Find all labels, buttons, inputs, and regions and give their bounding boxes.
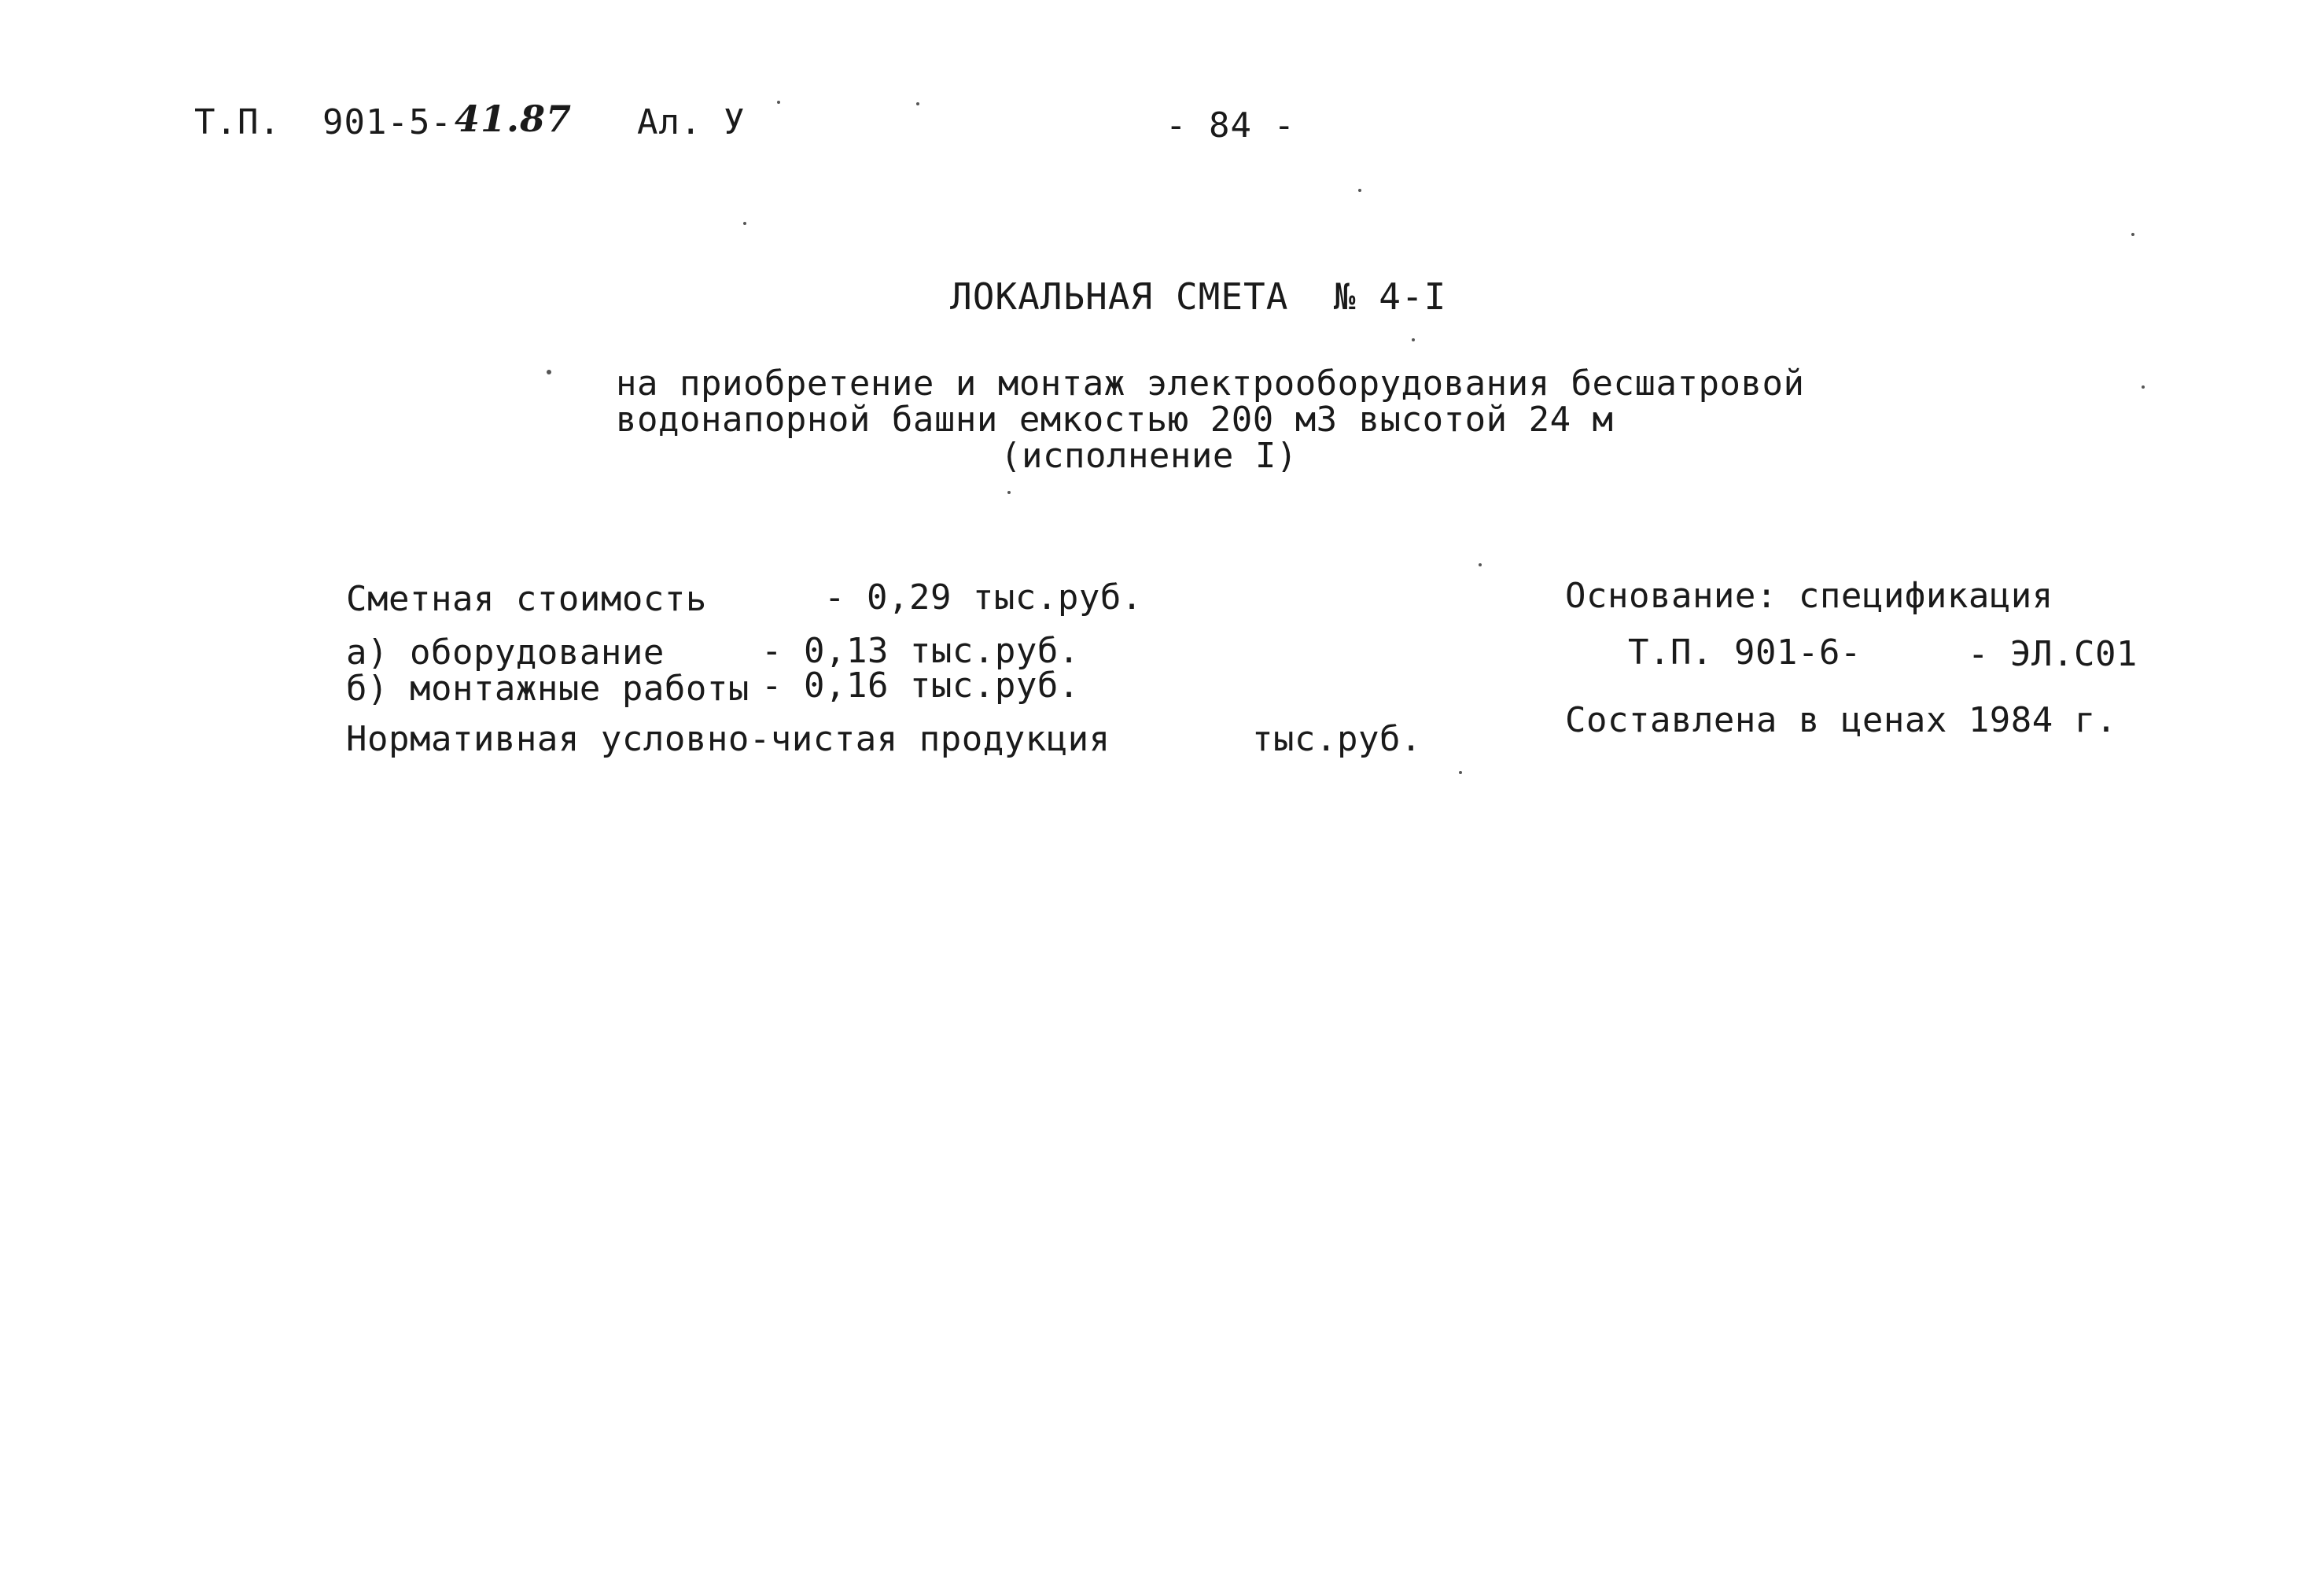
scan-speck [1007,491,1011,494]
scan-speck [1358,189,1361,192]
doc-prefix: Т.П. [194,102,281,142]
normative-production-value: тыс.руб. [1252,719,1422,759]
scan-speck [2142,385,2145,389]
doc-number-printed: 901-5- [322,102,452,142]
basis-ref-left: Т.П. 901-6- [1628,632,1862,673]
estimate-subtitle-line1: на приобретение и монтаж электрооборудования бесшатровой [616,363,1805,404]
equipment-cost-value: - 0,13 тыс.руб. [761,631,1080,671]
scan-speck [1459,771,1462,774]
estimate-subtitle-line3: (исполнение I) [1000,436,1298,476]
estimate-subtitle-line2: водонапорной башни емкостью 200 м3 высотой 24 м [616,400,1614,440]
scan-speck [1412,338,1415,341]
estimate-title: ЛОКАЛЬНАЯ СМЕТА № 4-I [950,275,1447,318]
price-basis: Составлена в ценах 1984 г. [1565,700,2117,740]
scan-speck [2131,233,2134,236]
scan-speck [743,222,746,225]
total-cost-value: - 0,29 тыс.руб. [824,577,1143,618]
scan-speck [777,101,780,104]
album-label: Ал. У [637,102,746,142]
installation-cost-label: б) монтажные работы [346,669,749,709]
scan-speck [916,102,919,105]
basis-ref-right: - ЭЛ.С01 [1968,634,2138,674]
installation-cost-value: - 0,16 тыс.руб. [761,666,1080,706]
page-number: - 84 - [1166,105,1295,146]
scan-speck [547,370,551,374]
basis-label: Основание: спецификация [1565,576,2053,616]
doc-number-handwritten: 41.87 [455,98,573,140]
total-cost-label: Сметная стоимость [346,579,707,619]
scan-speck [1479,563,1482,566]
normative-production-label: Нормативная условно-чистая продукция [346,719,1110,759]
equipment-cost-label: а) оборудование [346,632,665,673]
